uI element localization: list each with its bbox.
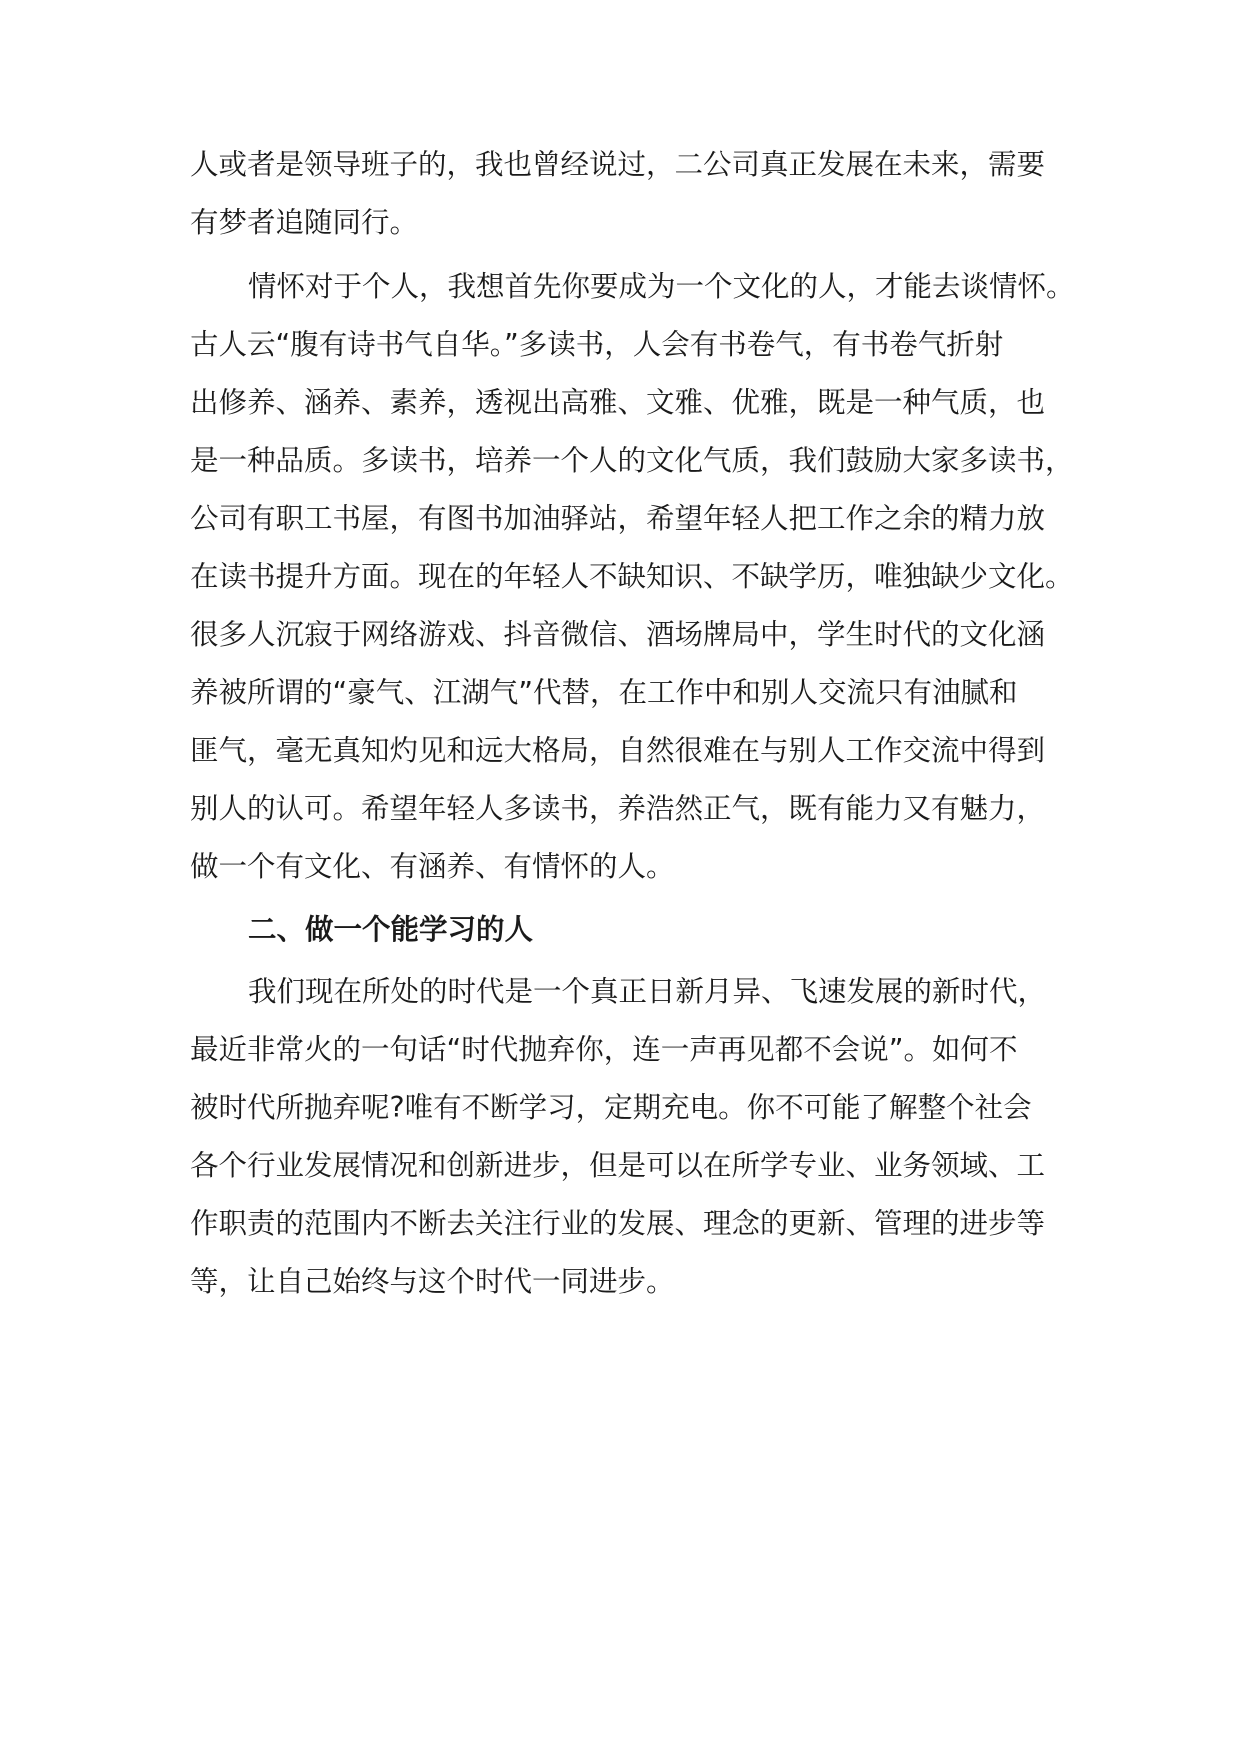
line-text: 作职责的范围内不断去关注行业的发展、理念的更新、管理的进步等: [190, 1207, 1046, 1240]
line-text: 有梦者追随同行。: [190, 206, 419, 239]
line-text: 养被所谓的“豪气、江湖气”代替，在工作中和别人交流只有油腻和: [190, 676, 1018, 709]
text-line: [0, 493, 1241, 545]
text-line: [0, 377, 1241, 429]
text-line: [0, 1082, 1241, 1134]
line-text: 人或者是领导班子的，我也曾经说过，二公司真正发展在未来，需要: [190, 148, 1046, 181]
text-line: [0, 1140, 1241, 1192]
text-line: [0, 1024, 1241, 1076]
line-text: 情怀对于个人，我想首先你要成为一个文化的人，才能去谈情怀。: [248, 270, 1075, 303]
line-text: 在读书提升方面。现在的年轻人不缺知识、不缺学历，唯独缺少文化。: [190, 560, 1074, 593]
line-text: 很多人沉寂于网络游戏、抖音微信、酒场牌局中，学生时代的文化涵: [190, 618, 1046, 651]
line-text: 匪气，毫无真知灼见和远大格局，自然很难在与别人工作交流中得到: [190, 734, 1046, 767]
line-text: 是一种品质。多读书，培养一个人的文化气质，我们鼓励大家多读书，: [190, 444, 1074, 477]
text-line: [0, 197, 1241, 249]
line-text: 我们现在所处的时代是一个真正日新月异、飞速发展的新时代，: [248, 975, 1047, 1008]
line-text: 出修养、涵养、素养，透视出高雅、文雅、优雅，既是一种气质，也: [190, 386, 1046, 419]
text-line: [0, 609, 1241, 661]
text-line: [0, 261, 1241, 313]
text-line: [0, 139, 1241, 191]
text-line: [0, 966, 1241, 1018]
text-line: [0, 435, 1241, 487]
section-heading: [0, 904, 1241, 956]
line-text: 公司有职工书屋，有图书加油驿站，希望年轻人把工作之余的精力放: [190, 502, 1046, 535]
text-line: [0, 1256, 1241, 1308]
heading-text: 二、做一个能学习的人: [248, 913, 534, 946]
line-text: 古人云“腹有诗书气自华。”多读书，人会有书卷气，有书卷气折射: [190, 328, 1004, 361]
text-line: [0, 1198, 1241, 1250]
text-line: [0, 725, 1241, 777]
text-line: [0, 319, 1241, 371]
line-text: 别人的认可。希望年轻人多读书，养浩然正气，既有能力又有魅力，: [190, 792, 1046, 825]
line-text: 最近非常火的一句话“时代抛弃你，连一声再见都不会说”。如何不: [190, 1033, 1018, 1066]
line-text: 各个行业发展情况和创新进步，但是可以在所学专业、业务领域、工: [190, 1149, 1046, 1182]
text-line: [0, 667, 1241, 719]
line-text: 等，让自己始终与这个时代一同进步。: [190, 1265, 675, 1298]
line-text: 做一个有文化、有涵养、有情怀的人。: [190, 850, 675, 883]
line-text: 被时代所抛弃呢?唯有不断学习，定期充电。你不可能了解整个社会: [190, 1091, 1032, 1124]
text-line: [0, 841, 1241, 893]
text-line: [0, 783, 1241, 835]
text-line: [0, 551, 1241, 603]
